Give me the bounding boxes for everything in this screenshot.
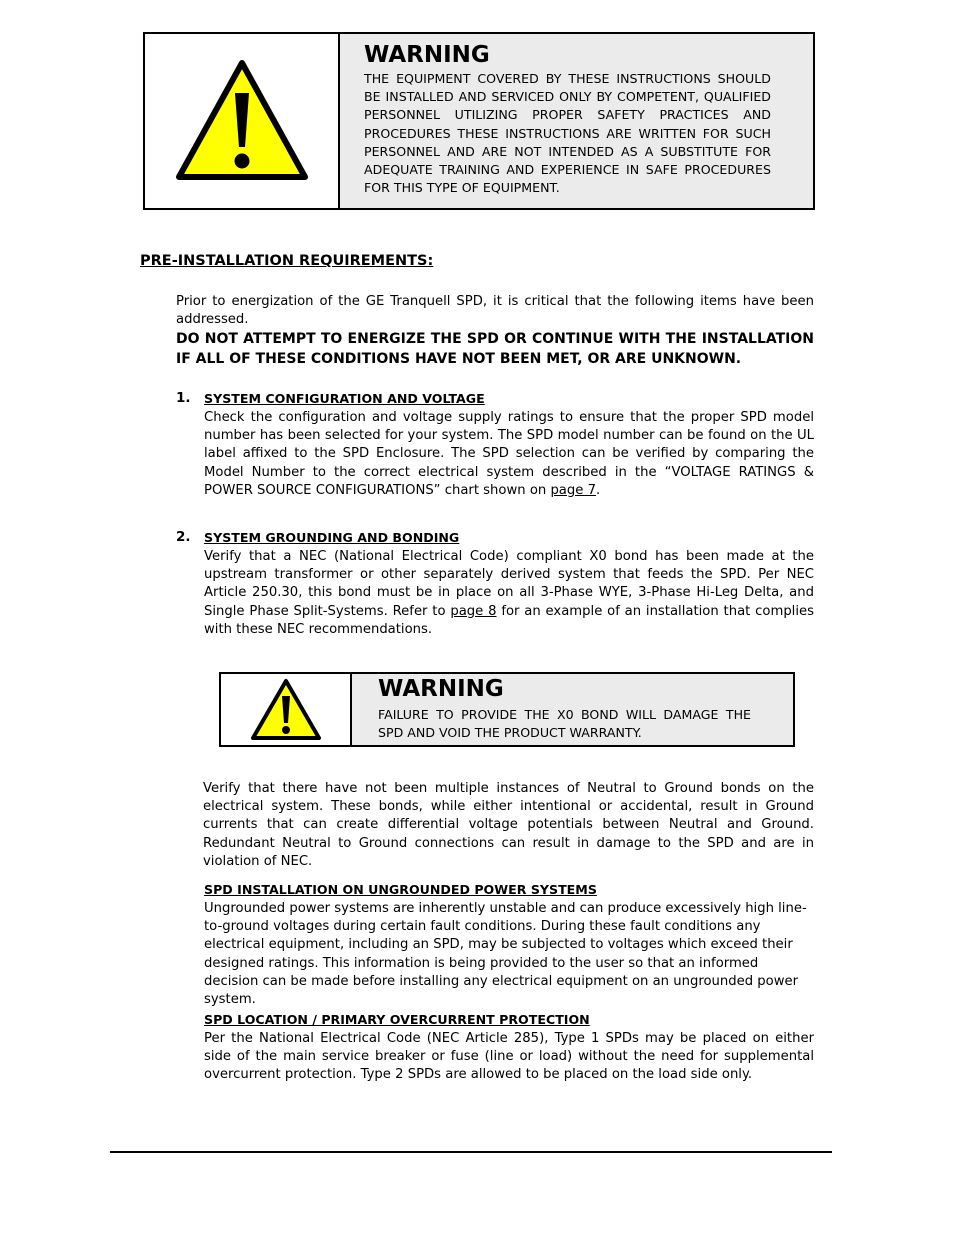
location-body: Per the National Electrical Code (NEC Article 285), Type 1 SPDs may be placed on either side of the main service breaker or fuse (line or load) without the need for supplemental overcurrent protection. Type 2 SPDs are allowed to be placed on the load side only. <box>204 1031 814 1083</box>
warning-title: WARNING <box>378 676 504 702</box>
section-heading: PRE-INSTALLATION REQUIREMENTS: <box>140 253 434 269</box>
item-2-body <box>204 548 814 639</box>
footer-rule <box>110 1151 832 1153</box>
warning-icon-cell <box>145 34 340 208</box>
ungrounded-body: Ungrounded power systems are inherently unstable and can produce excessively high line-to-ground voltages during certain fault conditions. During these fault conditions any electrical equipment, including an SPD, may be subjected to voltages which exceed their designed ratings. This information is being provided to the user so that an informed decision can be made before installing any electrical equipment on an ungrounded power system. <box>204 901 807 1008</box>
intro-warning: DO NOT ATTEMPT TO ENERGIZE THE SPD OR CONTINUE WITH THE INSTALLATION IF ALL OF THESE CONDITIONS HAVE NOT BEEN MET, OR ARE UNKNOWN. <box>176 331 814 367</box>
warning-box-x0-bond <box>219 672 795 747</box>
warning-text-panel <box>340 34 813 208</box>
item-1-body <box>204 409 814 500</box>
item-1-heading: SYSTEM CONFIGURATION AND VOLTAGE <box>204 391 485 406</box>
ungrounded-heading: SPD INSTALLATION ON UNGROUNDED POWER SYSTEMS <box>204 882 597 897</box>
item-2-heading: SYSTEM GROUNDING AND BONDING <box>204 530 460 545</box>
warning-text-panel <box>352 674 793 745</box>
item-2-text: Verify that a NEC (National Electrical Code) compliant X0 bond has been made at the upstream transformer or other separately derived system that feeds the SPD. Per NEC Article 250.30, this bond must be in place on all 3-Phase WYE, 3-Phase Hi-Leg Delta, and Single Phase Split-Systems. Refer to <box>204 549 814 619</box>
warning-title: WARNING <box>364 42 490 68</box>
item-1-text-end: . <box>595 482 601 498</box>
warning-triangle-icon <box>250 678 322 742</box>
warning-body: FAILURE TO PROVIDE THE X0 BOND WILL DAMAGE THE SPD AND VOID THE PRODUCT WARRANTY. <box>378 707 751 741</box>
neutral-ground-paragraph: Verify that there have not been multiple instances of Neutral to Ground bonds on the electrical system. These bonds, while either intentional or accidental, result in Ground currents that can create differential voltage potentials between Neutral and Ground. Redundant Neutral to Ground connections can result in damage to the SPD and are in violation of NEC. <box>203 781 814 869</box>
intro-paragraph: Prior to energization of the GE Tranquell SPD, it is critical that the following items have been addressed. <box>176 294 814 328</box>
page-7-link[interactable]: page 7 <box>550 482 596 498</box>
warning-triangle-icon <box>175 59 309 183</box>
item-1-text: Check the configuration and voltage supply ratings to ensure that the proper SPD model number has been selected for your system. The SPD model number can be found on the UL label affixed to the SPD Enclosure. The SPD selection can be verified by comparing the Model Number to the correct electrical system described in the “VOLTAGE RATINGS & POWER SOURCE CONFIGURATIONS” chart shown on <box>204 410 814 498</box>
location-heading: SPD LOCATION / PRIMARY OVERCURRENT PROTECTION <box>204 1012 590 1027</box>
item-1-number: 1. <box>176 390 191 406</box>
item-2-text-end: for an example of an installation that complies with these NEC recommendations. <box>204 603 814 637</box>
page-8-link[interactable]: page 8 <box>450 603 497 619</box>
item-2-number: 2. <box>176 529 191 545</box>
warning-icon-cell <box>221 674 352 745</box>
warning-box-installation <box>143 32 815 210</box>
warning-body: THE EQUIPMENT COVERED BY THESE INSTRUCTIONS SHOULD BE INSTALLED AND SERVICED ONLY BY COMPETENT, QUALIFIED PERSONNEL UTILIZING PROPER SAFETY PRACTICES AND PROCEDURES THESE INSTRUCTIONS ARE WRITTEN FOR SUCH PERSONNEL AND ARE NOT INTENDED AS A SUBSTITUTE FOR ADEQUATE TRAINING AND EXPERIENCE IN SAFE PROCEDURES FOR THIS TYPE OF EQUIPMENT. <box>364 71 771 196</box>
